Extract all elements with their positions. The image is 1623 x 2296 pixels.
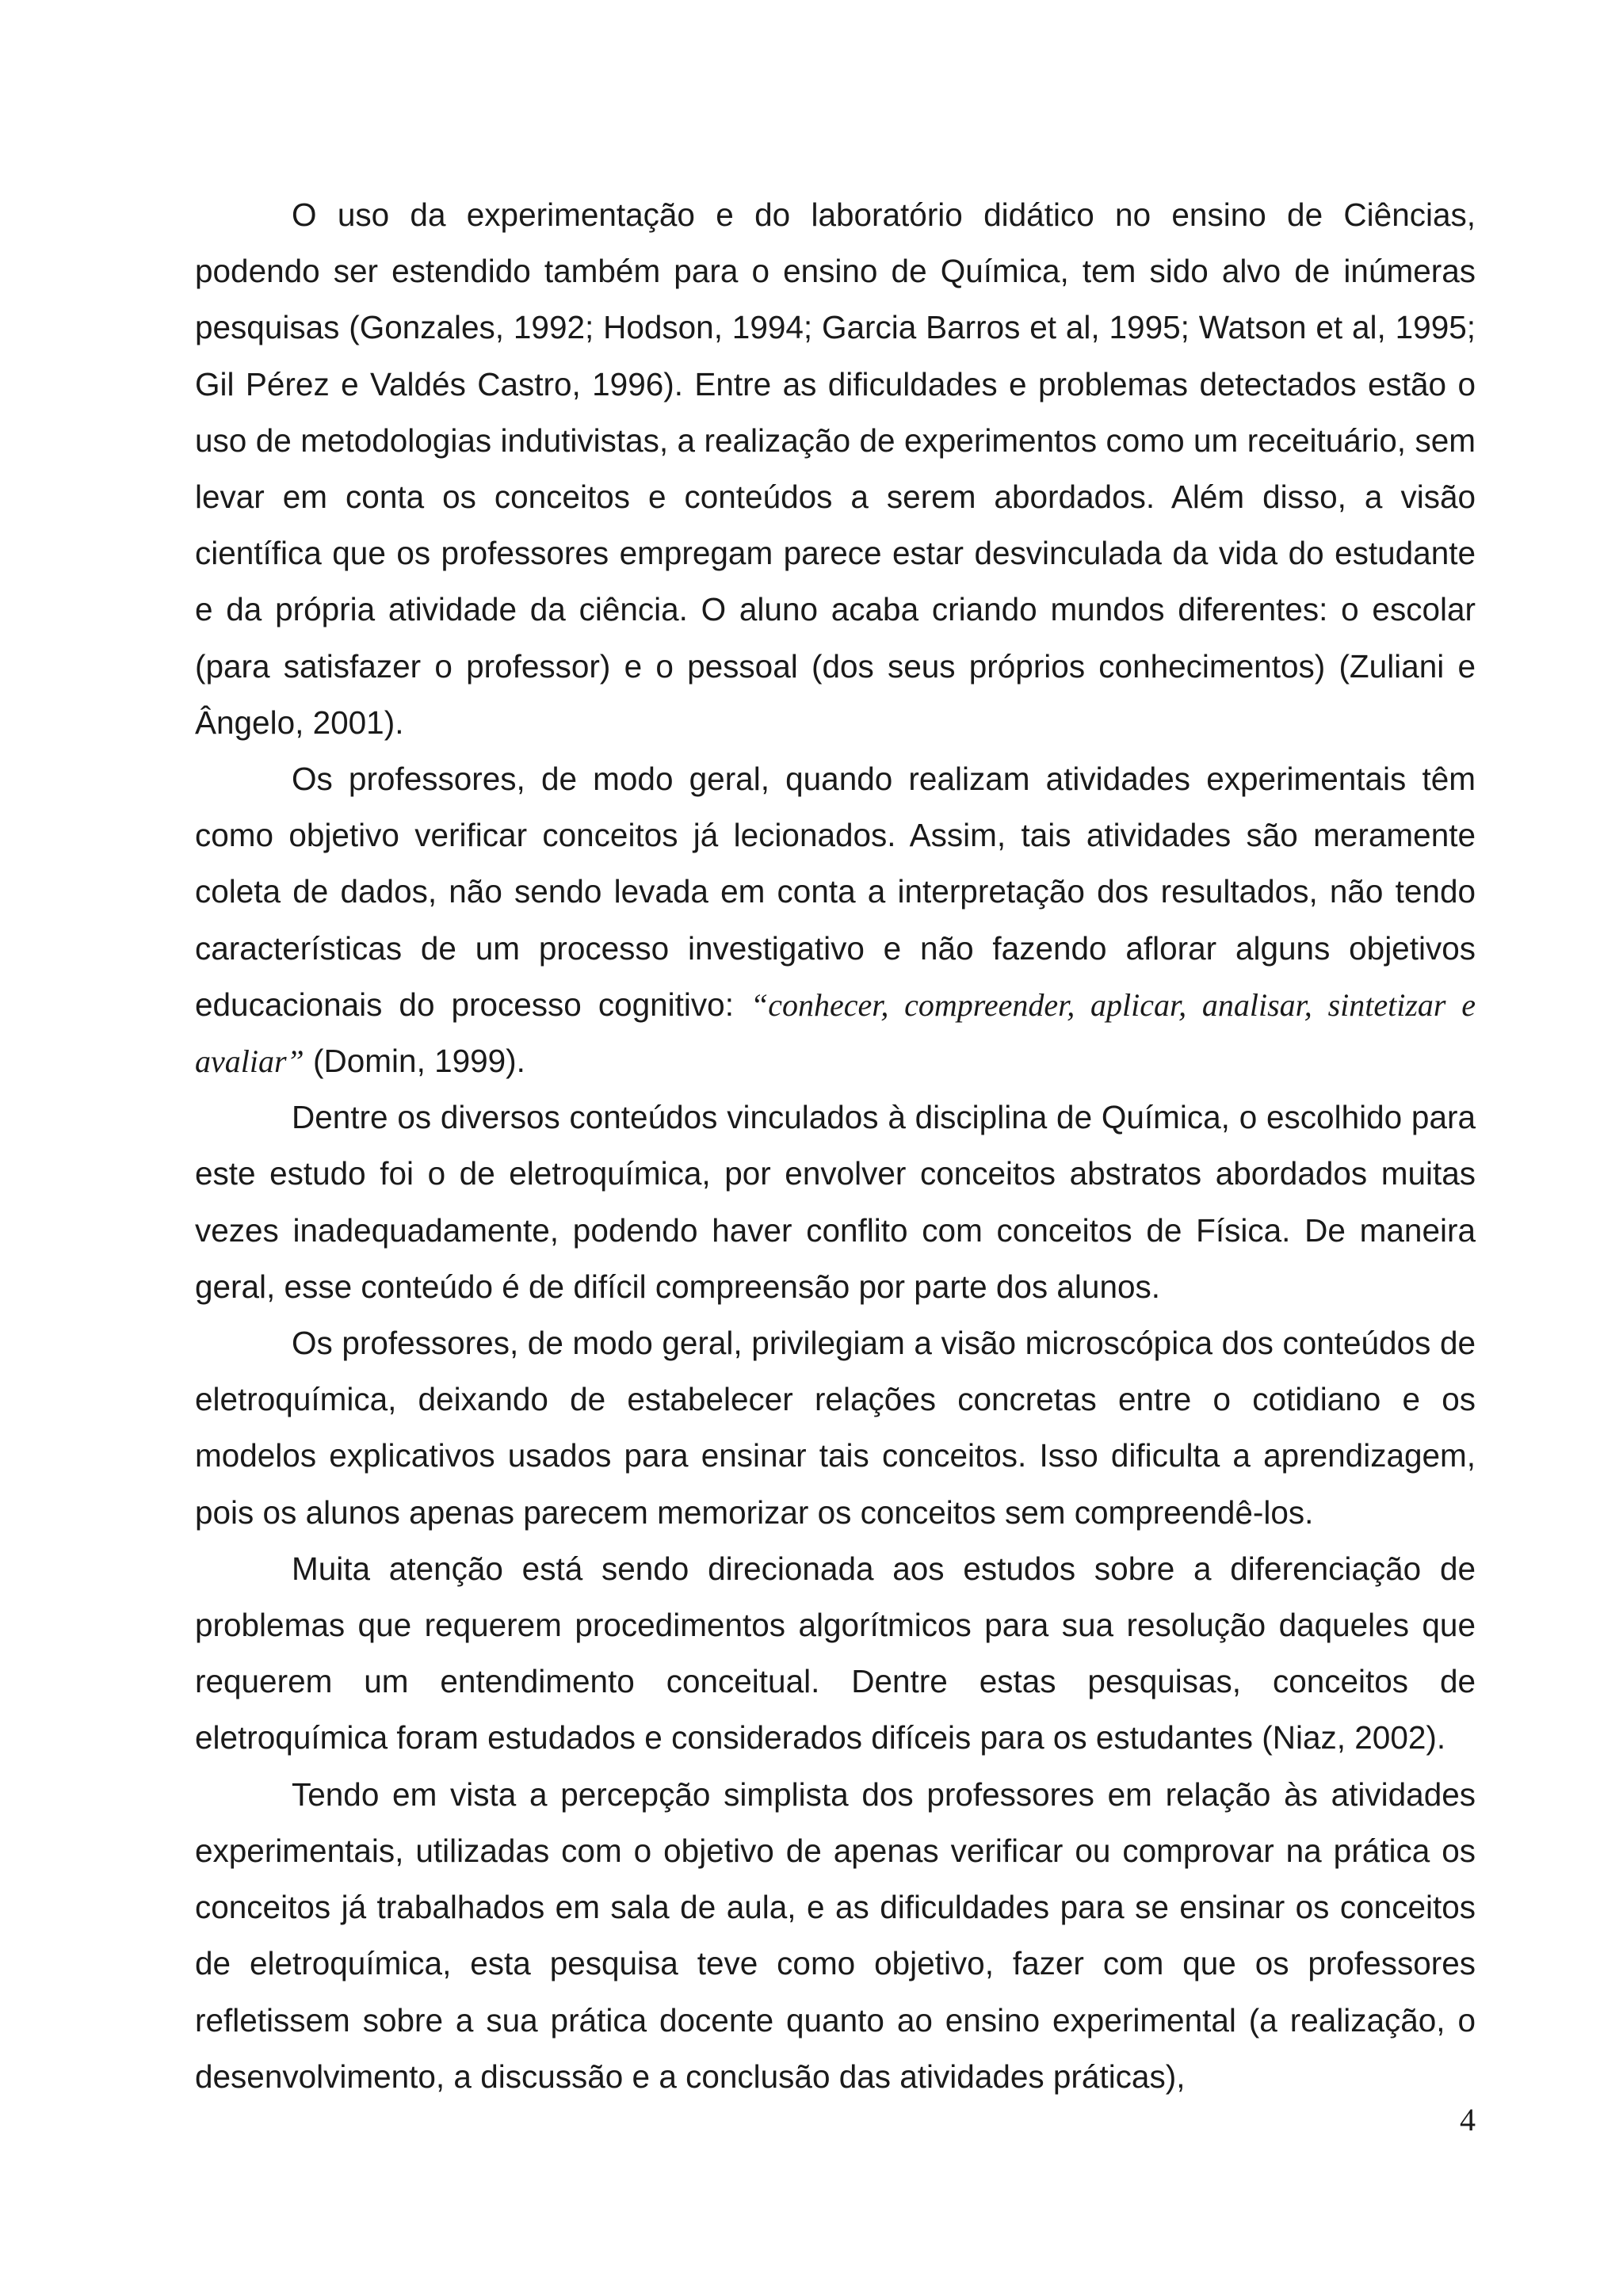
paragraph-6: Tendo em vista a percepção simplista dos professores em relação às atividades experimentais, utilizadas com o objetivo de apenas verificar ou comprovar na prática os conceitos já trabalhados em sala de aula, e as dificuldades para se ensinar os conceitos de eletroquímica, esta pesquisa teve como objetivo, fazer com que os professores refletissem sobre a sua prática docente quanto ao ensino experimental (a realização, o desenvolvimento, a discussão e a conclusão das atividades práticas),: [195, 1775, 1476, 2095]
paragraph-4: Os professores, de modo geral, privilegiam a visão microscópica dos conteúdos de eletroquímica, deixando de estabelecer relações concretas entre o cotidiano e os modelos explicativos usados para ensinar tais conceitos. Isso dificulta a aprendizagem, pois os alunos apenas parecem memorizar os conceitos sem compreendê-los.: [195, 1325, 1476, 1531]
paragraph-3: Dentre os diversos conteúdos vinculados à disciplina de Química, o escolhido para este estudo foi o de eletroquímica, por envolver conceitos abstratos abordados muitas vezes inadequadamente, podendo haver conflito com conceitos de Física. De maneira geral, esse conteúdo é de difícil compreensão por parte dos alunos.: [195, 1099, 1476, 1305]
paragraph-2-text-after: (Domin, 1999).: [304, 1043, 525, 1080]
paragraph-5: Muita atenção está sendo direcionada aos estudos sobre a diferenciação de problemas que requerem procedimentos algorítmicos para sua resolução daqueles que requerem um entendimento conceitual. Dentre estas pesquisas, conceitos de eletroquímica foram estudados e considerados difíceis para os estudantes (Niaz, 2002).: [195, 1550, 1476, 1756]
paragraph-2-text-before: Os professores, de modo geral, quando realizam atividades experimentais têm como objetivo verificar conceitos já lecionados. Assim, tais atividades são meramente coleta de dados, não sendo levada em conta a interpretação dos resultados, não tendo características de um processo investigativo e não fazendo aflorar alguns objetivos educacionais do processo cognitivo:: [195, 761, 1476, 1023]
page-number: 4: [1460, 2102, 1476, 2138]
paragraph-2-quote: “conhecer, compreender, aplicar, analisar, sintetizar e avaliar”: [195, 986, 1476, 1080]
paragraph-1: O uso da experimentação e do laboratório didático no ensino de Ciências, podendo ser estendido também para o ensino de Química, tem sido alvo de inúmeras pesquisas (Gonzales, 1992; Hodson, 1994; Garcia Barros et al, 1995; Watson et al, 1995; Gil Pérez e Valdés Castro, 1996). Entre as dificuldades e problemas detectados estão o uso de metodologias indutivistas, a realização de experimentos como um receituário, sem levar em conta os conceitos e conteúdos a serem abordados. Além disso, a visão científica que os professores empregam parece estar desvinculada da vida do estudante e da própria atividade da ciência. O aluno acaba criando mundos diferentes: o escolar (para satisfazer o professor) e o pessoal (dos seus próprios conhecimentos) (Zuliani e Ângelo, 2001).: [195, 196, 1476, 741]
body-text: [195, 187, 1476, 2105]
paragraph-2: [195, 751, 1476, 1089]
